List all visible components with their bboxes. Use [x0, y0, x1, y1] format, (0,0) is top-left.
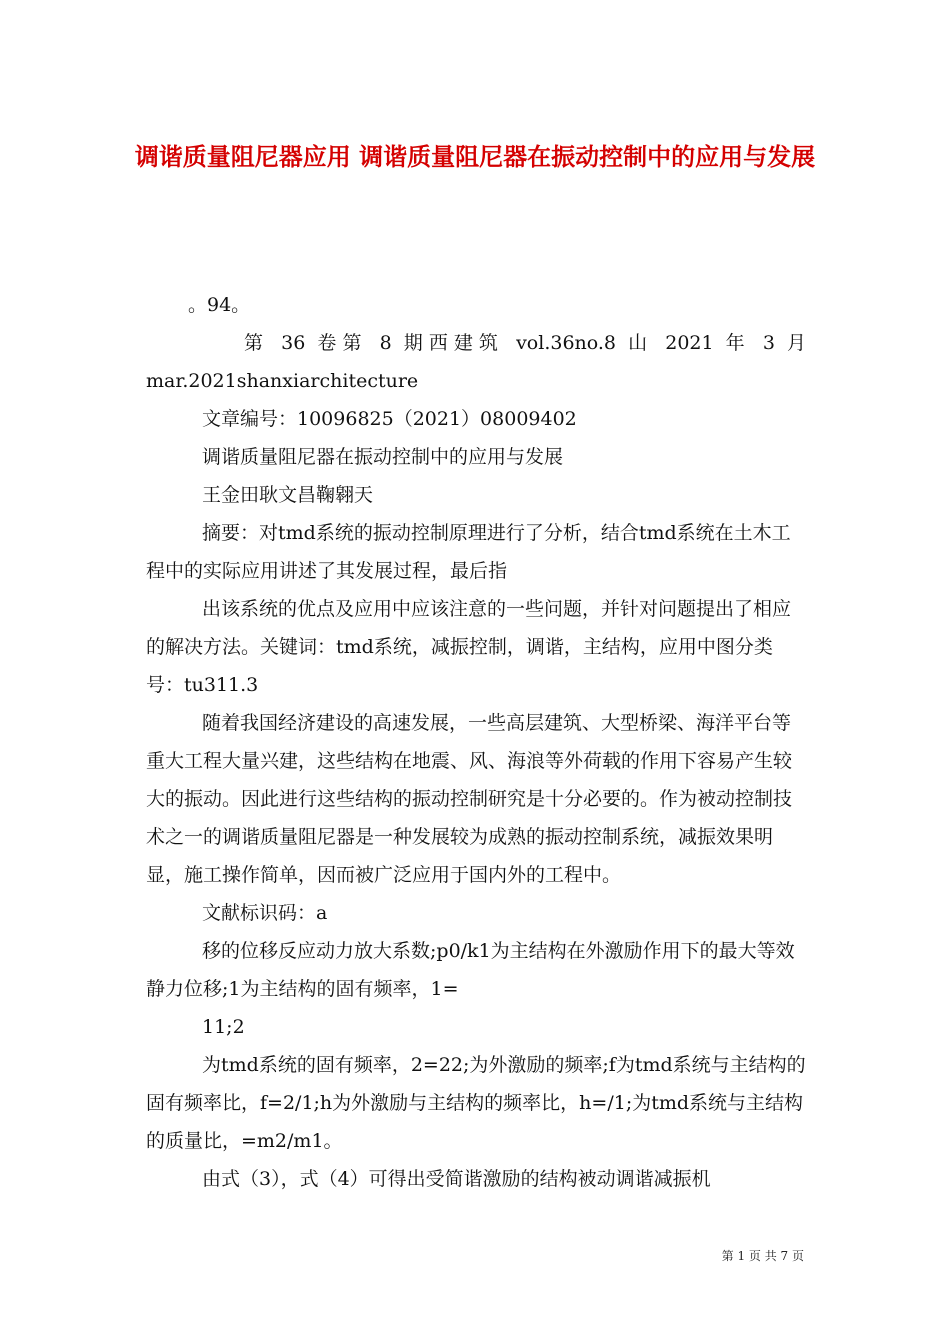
- article-number: 文章编号：10096825（2021）08009402: [202, 408, 577, 430]
- intro-paragraph: 随着我国经济建设的高速发展，一些高层建筑、大型桥梁、海洋平台等重大工程大量兴建，这些结构在地震、风、海浪等外荷载的作用下容易产生较大的振动。因此进行这些结构的振动控制研究是十分必要的。作为被动控制技术之一的调谐质量阻尼器是一种发展较为成熟的振动控制系统，减振效果明显，施工操作简单，因而被广泛应用于国内外的工程中。: [146, 712, 793, 886]
- abstract-part-1: 摘要：对tmd系统的振动控制原理进行了分析，结合tmd系统在土木工程中的实际应用讲述了其发展过程，最后指: [146, 522, 791, 582]
- page-footer: 第 1 页 共 7 页: [721, 1249, 804, 1263]
- authors: 王金田耿文昌鞠翱天: [202, 484, 374, 506]
- document-title: 调谐质量阻尼器应用 调谐质量阻尼器在振动控制中的应用与发展: [134, 143, 816, 171]
- paragraph-frequency: 为tmd系统的固有频率，2=22;为外激励的频率;f为tmd系统与主结构的固有频率比，f=2/1;h为外激励与主结构的频率比，h=/1;为tmd系统与主结构的质量比，=m2/m1。: [146, 1054, 806, 1152]
- journal-info-line-2: mar.2021shanxiarchitecture: [146, 370, 419, 392]
- paragraph-conclusion: 由式（3），式（4）可得出受简谐激励的结构被动调谐减振机: [202, 1168, 711, 1190]
- abstract-part-2: 出该系统的优点及应用中应该注意的一些问题，并针对问题提出了相应的解决方法。关键词：tmd系统，减振控制，调谐，主结构，应用中图分类号：tu311.3: [146, 598, 792, 696]
- journal-info-line: 第 36 卷第 8 期西建筑 vol.36no.8 山 2021 年 3 月: [244, 332, 806, 354]
- paragraph-formula: 11;2: [202, 1016, 245, 1038]
- page-marker: 。94。: [188, 294, 251, 316]
- paragraph-displacement: 移的位移反应动力放大系数;p0/k1为主结构在外激励作用下的最大等效静力位移;1为主结构的固有频率，1=: [146, 940, 795, 1000]
- document-body: [146, 286, 806, 1198]
- article-title: 调谐质量阻尼器在振动控制中的应用与发展: [202, 446, 564, 468]
- document-code: 文献标识码：a: [202, 902, 328, 924]
